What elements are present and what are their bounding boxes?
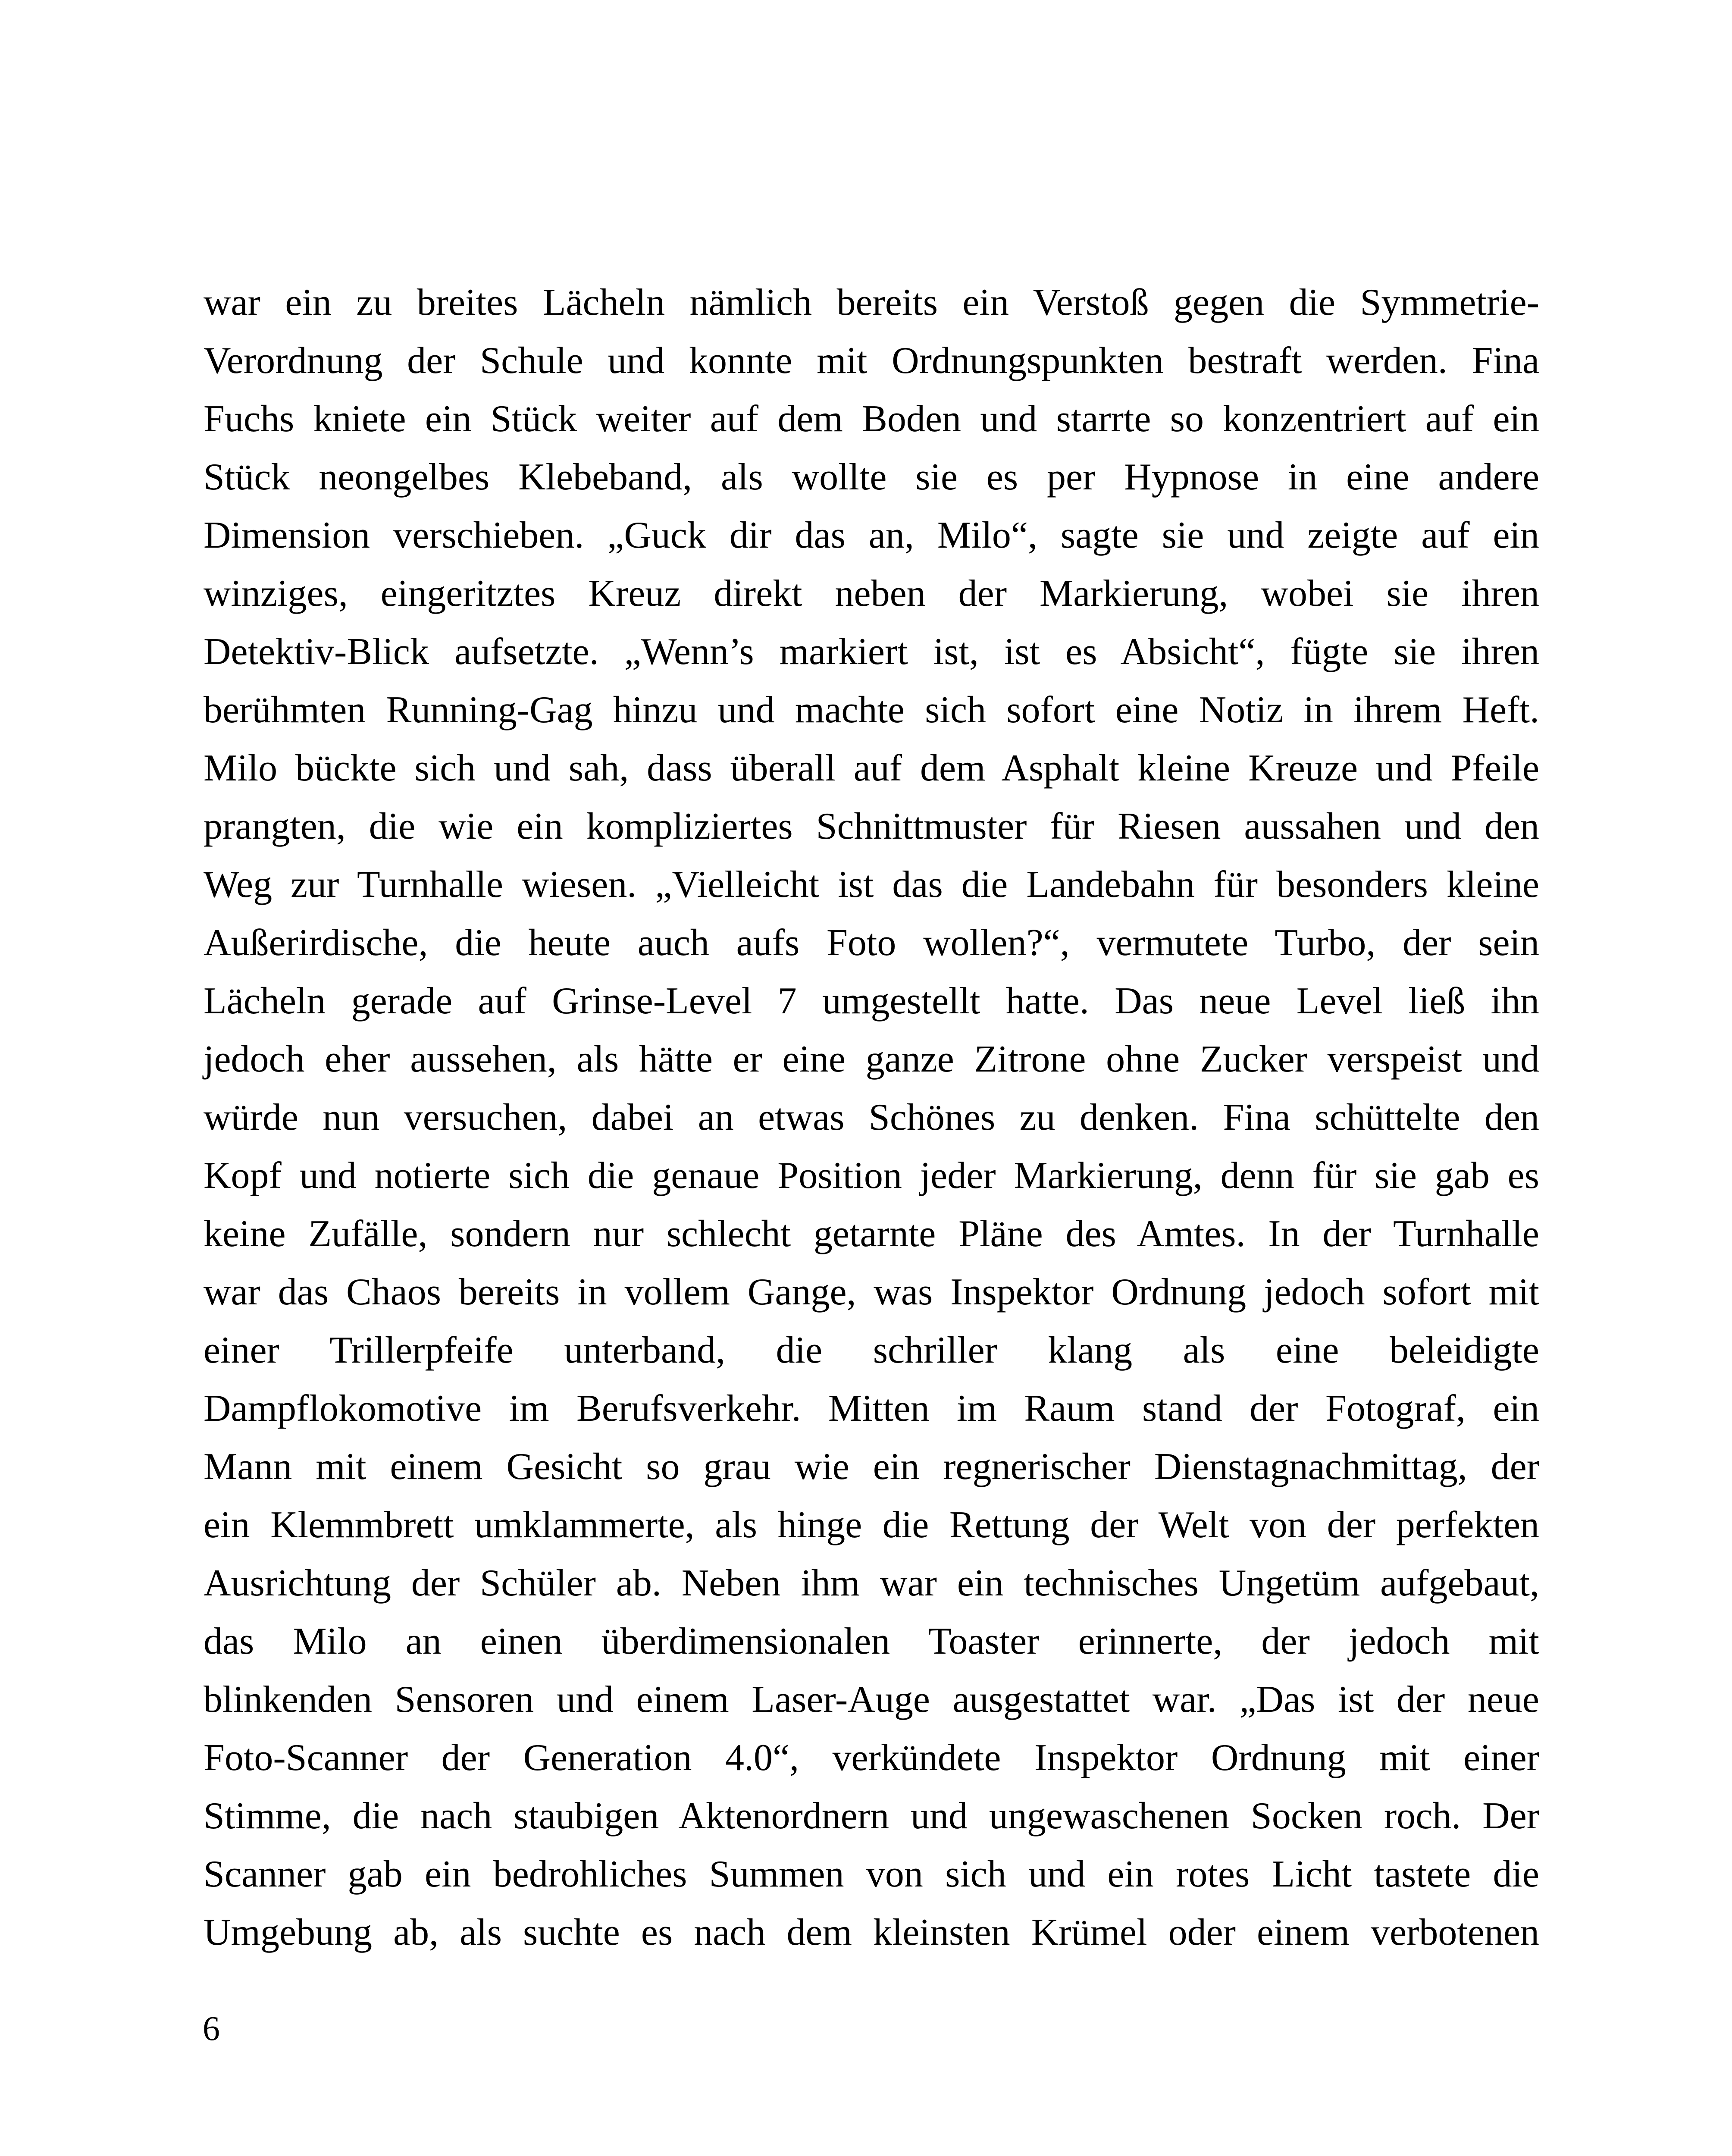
text-line: Außerirdische, die heute auch aufs Foto wollen?“, vermutete Turbo, der sein <box>204 922 1539 964</box>
text-line: Foto-Scanner der Generation 4.0“, verkündete Inspektor Ordnung mit einer <box>204 1737 1539 1779</box>
text-line: Stimme, die nach staubigen Aktenordnern und ungewaschenen Socken roch. Der <box>204 1795 1539 1837</box>
text-line: Dampflokomotive im Berufsverkehr. Mitten im Raum stand der Fotograf, ein <box>204 1388 1539 1429</box>
text-line: prangten, die wie ein kompliziertes Schnittmuster für Riesen aussahen und den <box>204 805 1539 847</box>
text-line: Dimension verschieben. „Guck dir das an, Milo“, sagte sie und zeigte auf ein <box>204 514 1539 556</box>
page-number: 6 <box>203 2010 220 2048</box>
text-line: Milo bückte sich und sah, dass überall auf dem Asphalt kleine Kreuze und Pfeile <box>204 747 1539 789</box>
text-line: Umgebung ab, als suchte es nach dem kleinsten Krümel oder einem verbotenen <box>204 1912 1539 1953</box>
text-line: blinkenden Sensoren und einem Laser-Auge ausgestattet war. „Das ist der neue <box>204 1679 1539 1720</box>
text-line: einer Trillerpfeife unterband, die schriller klang als eine beleidigte <box>204 1329 1539 1371</box>
text-line: keine Zufälle, sondern nur schlecht getarnte Pläne des Amtes. In der Turnhalle <box>204 1213 1539 1255</box>
text-line: winziges, eingeritztes Kreuz direkt neben der Markierung, wobei sie ihren <box>204 573 1539 614</box>
text-line: Scanner gab ein bedrohliches Summen von sich und ein rotes Licht tastete die <box>204 1853 1539 1895</box>
text-line: ein Klemmbrett umklammerte, als hinge die Rettung der Welt von der perfekten <box>204 1504 1539 1546</box>
body-text <box>204 273 1539 1962</box>
text-line: Weg zur Turnhalle wiesen. „Vielleicht ist das die Landebahn für besonders kleine <box>204 864 1539 906</box>
text-line: würde nun versuchen, dabei an etwas Schönes zu denken. Fina schüttelte den <box>204 1097 1539 1138</box>
text-line: Stück neongelbes Klebeband, als wollte sie es per Hypnose in eine andere <box>204 456 1539 498</box>
text-line: das Milo an einen überdimensionalen Toaster erinnerte, der jedoch mit <box>204 1620 1539 1662</box>
text-line: Ausrichtung der Schüler ab. Neben ihm war ein technisches Ungetüm aufgebaut, <box>204 1562 1539 1604</box>
text-line: Detektiv-Blick aufsetzte. „Wenn’s markiert ist, ist es Absicht“, fügte sie ihren <box>204 631 1539 673</box>
text-line: Fuchs kniete ein Stück weiter auf dem Boden und starrte so konzentriert auf ein <box>204 398 1539 440</box>
text-line: berühmten Running-Gag hinzu und machte sich sofort eine Notiz in ihrem Heft. <box>204 689 1539 731</box>
text-line: Mann mit einem Gesicht so grau wie ein regnerischer Dienstagnachmittag, der <box>204 1446 1539 1488</box>
text-line: Kopf und notierte sich die genaue Position jeder Markierung, denn für sie gab es <box>204 1155 1539 1197</box>
text-line: Lächeln gerade auf Grinse-Level 7 umgestellt hatte. Das neue Level ließ ihn <box>204 980 1539 1022</box>
text-line: Verordnung der Schule und konnte mit Ordnungspunkten bestraft werden. Fina <box>204 340 1539 382</box>
text-line: war das Chaos bereits in vollem Gange, was Inspektor Ordnung jedoch sofort mit <box>204 1271 1539 1313</box>
text-line: war ein zu breites Lächeln nämlich bereits ein Verstoß gegen die Symmetrie- <box>204 282 1539 323</box>
text-line: jedoch eher aussehen, als hätte er eine ganze Zitrone ohne Zucker verspeist und <box>204 1038 1539 1080</box>
